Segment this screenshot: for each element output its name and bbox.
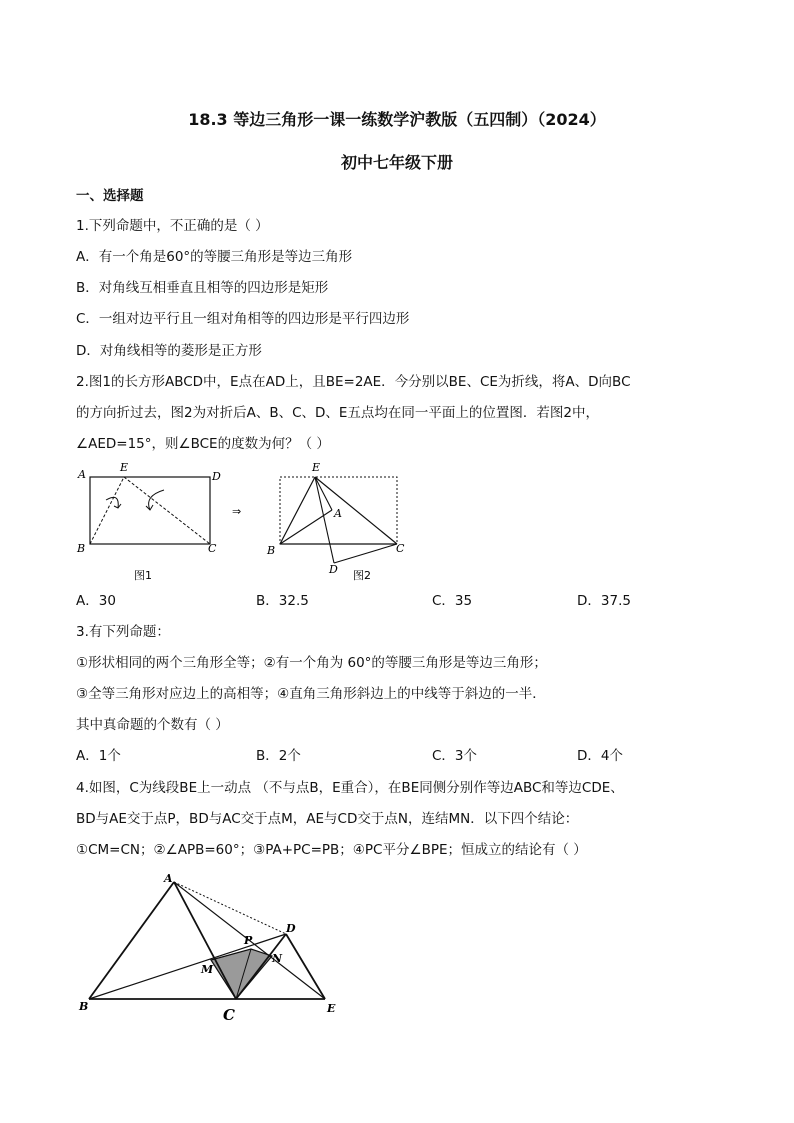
fig4-label-b: B: [79, 1000, 89, 1013]
fig1-caption: 图1: [134, 569, 152, 582]
fig4-label-c: C: [223, 1006, 235, 1024]
q3-line-3: 其中真命题的个数有（ ）: [76, 717, 229, 733]
section-heading: 一、选择题: [76, 188, 144, 204]
q4-line-3: ①CM=CN；②∠APB=60°；③PA+PC=PB；④PC平分∠BPE；恒成立的结论有（ ）: [76, 842, 587, 858]
q1-option-a: A．有一个角是60°的等腰三角形是等边三角形: [76, 249, 353, 265]
q3-option-d: D．4个: [577, 748, 623, 764]
fig1-label-d: D: [212, 470, 221, 483]
q2-option-c: C．35: [432, 593, 473, 609]
fig4-label-d: D: [286, 922, 296, 935]
q2-option-b: B．32.5: [256, 593, 309, 609]
q3-line-2: ③全等三角形对应边上的高相等；④直角三角形斜边上的中线等于斜边的一半．: [76, 686, 546, 702]
q4-line-1: 4.如图，C为线段BE上一动点 （不与点B，E重合），在BE同侧分别作等边ABC和等边CDE、: [76, 780, 624, 796]
fig4-label-m: M: [201, 963, 214, 976]
q2-figure-2: [262, 460, 412, 585]
q3-option-c: C．3个: [432, 748, 478, 764]
q2-option-d: D．37.5: [577, 593, 631, 609]
q2-line-1: 2.图1的长方形ABCD中，E点在AD上，且BE=2AE．今分别以BE、CE为折线，将A、D向BC: [76, 374, 631, 390]
q3-option-a: A．1个: [76, 748, 121, 764]
q1-option-c: C．一组对边平行且一组对角相等的四边形是平行四边形: [76, 311, 410, 327]
fig2-caption: 图2: [353, 569, 371, 582]
q4-figure: [70, 870, 360, 1030]
q2-option-a: A．30: [76, 593, 116, 609]
q3-stem: 3.有下列命题：: [76, 624, 170, 640]
fig1-label-b: B: [77, 542, 86, 555]
fig1-label-e: E: [120, 461, 129, 474]
fig4-label-n: N: [272, 952, 283, 965]
fig2-label-c: C: [396, 542, 405, 555]
fig-arrow: ⇒: [232, 505, 242, 518]
page-subtitle: 初中七年级下册: [340, 153, 453, 172]
q3-option-b: B．2个: [256, 748, 301, 764]
fig2-label-d: D: [329, 563, 338, 576]
fig2-label-a: A: [334, 507, 342, 520]
q4-line-2: BD与AE交于点P，BD与AC交于点M，AE与CD交于点N，连结MN．以下四个结论：: [76, 811, 579, 827]
fig1-label-c: C: [208, 542, 217, 555]
fig2-label-b: B: [267, 544, 276, 557]
fig2-label-e: E: [312, 461, 321, 474]
q3-line-1: ①形状相同的两个三角形全等；②有一个角为 60°的等腰三角形是等边三角形；: [76, 655, 547, 671]
fig1-label-a: A: [78, 468, 86, 481]
page-title: 18.3 等边三角形一课一练数学沪教版（五四制）（2024）: [188, 110, 606, 129]
q1-stem: 1.下列命题中，不正确的是（ ）: [76, 218, 269, 234]
q1-option-b: B．对角线互相垂直且相等的四边形是矩形: [76, 280, 329, 296]
q1-option-d: D．对角线相等的菱形是正方形: [76, 343, 262, 359]
q2-figure-1: [72, 460, 232, 585]
q2-line-3: ∠AED=15°，则∠BCE的度数为何？（ ）: [76, 436, 330, 452]
fig4-label-e: E: [327, 1002, 336, 1015]
fig4-label-a: A: [164, 872, 173, 885]
fig4-label-p: P: [244, 934, 253, 947]
q2-line-2: 的方向折过去，图2为对折后A、B、C、D、E五点均在同一平面上的位置图．若图2中，: [76, 405, 600, 421]
